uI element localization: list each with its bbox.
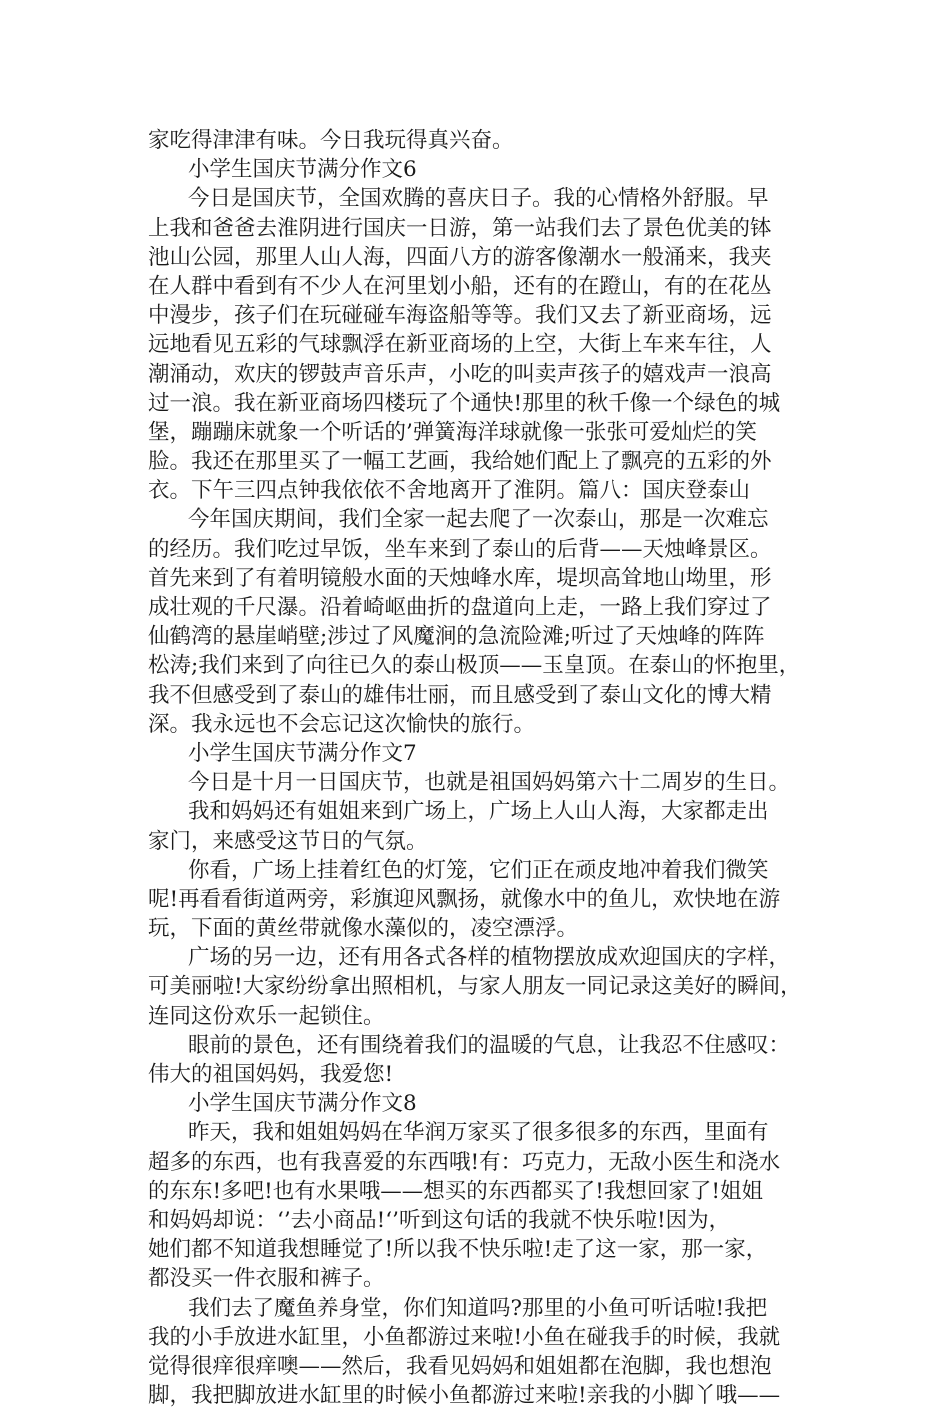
text-line: 堡，蹦蹦床就象一个听话的’弹簧海洋球就像一张张可爱灿烂的笑 [148,419,757,445]
text-line: 今日是国庆节，全国欢腾的喜庆日子。我的心情格外舒服。早 [188,186,769,212]
text-line: 伟大的祖国妈妈，我爱您! [148,1062,394,1087]
text-line: 你看，广场上挂着红色的灯笼，它们正在顽皮地冲着我们微笑 [188,857,769,883]
text-line: 中漫步，孩子们在玩碰碰车海盗船等等。我们又去了新亚商场，远 [148,303,772,329]
text-line: 松涛;我们来到了向往已久的泰山极顶——玉皇顶。在泰山的怀抱里， [148,653,801,679]
text-line: 连同这份欢乐一起锁住。 [148,1003,385,1029]
text-line: 觉得很痒很痒噢——然后，我看见妈妈和姐姐都在泡脚，我也想泡 [148,1353,772,1379]
text-line: 脚，我把脚放进水缸里的时候小鱼都游过来啦!亲我的小脚丫哦—— [148,1383,781,1409]
text-line: 远地看见五彩的气球飘浮在新亚商场的上空，大街上车来车往，人 [148,332,772,358]
text-line: 家吃得津津有味。今日我玩得真兴奋。 [148,128,514,153]
text-line: 小学生国庆节满分作文8 [188,1091,417,1117]
text-line: 玩，下面的黄丝带就像水藻似的，凌空漂浮。 [148,916,579,942]
text-line: 衣。下午三四点钟我依依不舍地离开了淮阴。篇八：国庆登泰山 [148,478,751,504]
text-line: 我不但感受到了泰山的雄伟壮丽，而且感受到了泰山文化的博大精 [148,682,772,708]
text-line: 我的小手放进水缸里，小鱼都游过来啦!小鱼在碰我手的时候，我就 [148,1324,781,1350]
text-line: 过一浪。我在新亚商场四楼玩了个通快!那里的秋千像一个绿色的城 [148,390,781,416]
text-line: 成壮观的千尺瀑。沿着崎岖曲折的盘道向上走，一路上我们穿过了 [148,595,772,620]
text-line: 和妈妈却说：‘’去小商品!‘’听到这句话的我就不快乐啦!因为， [148,1207,731,1233]
text-line: 可美丽啦!大家纷纷拿出照相机，与家人朋友一同记录这美好的瞬间， [148,974,802,1000]
text-line: 小学生国庆节满分作文7 [188,740,417,766]
text-line: 上我和爸爸去淮阴进行国庆一日游，第一站我们去了景色优美的钵 [148,215,772,241]
text-line: 今日是十月一日国庆节，也就是祖国妈妈第六十二周岁的生日。 [188,770,791,796]
text-line: 都没买一件衣服和裤子。 [148,1266,385,1292]
text-line: 的东东!多吧!也有水果哦——想买的东西都买了!我想回家了!姐姐 [148,1178,764,1204]
text-line: 广场的另一边，还有用各式各样的植物摆放成欢迎国庆的字样， [188,945,791,971]
text-line: 她们都不知道我想睡觉了!所以我不快乐啦!走了这一家，那一家， [148,1237,768,1263]
text-line: 的经历。我们吃过早饭，坐车来到了泰山的后背——天烛峰景区。 [148,536,772,562]
text-line: 超多的东西，也有我喜爱的东西哦!有：巧克力，无敌小医生和浇水 [148,1149,781,1175]
text-line: 昨天，我和姐姐妈妈在华润万家买了很多很多的东西，里面有 [188,1120,769,1146]
document-body [148,126,808,1410]
text-line: 深。我永远也不会忘记这次愉快的旅行。 [148,711,536,737]
text-line: 在人群中看到有不少人在河里划小船，还有的在蹬山，有的在花丛 [148,273,772,299]
text-line: 家门，来感受这节日的气氛。 [148,828,428,854]
text-line: 我们去了魔鱼养身堂，你们知道吗?那里的小鱼可听话啦!我把 [188,1295,768,1321]
text-line: 我和妈妈还有姐姐来到广场上，广场上人山人海，大家都走出 [188,799,769,825]
text-line: 脸。我还在那里买了一幅工艺画，我给她们配上了飘亮的五彩的外 [148,449,772,475]
text-line: 仙鹤湾的悬崖峭壁;涉过了风魔涧的急流险滩;听过了天烛峰的阵阵 [148,624,765,650]
text-line: 首先来到了有着明镜般水面的天烛峰水库，堤坝高耸地山坳里，形 [148,565,772,591]
text-line: 潮涌动，欢庆的锣鼓声音乐声，小吃的叫卖声孩子的嬉戏声一浪高 [148,361,772,387]
text-line: 呢!再看看街道两旁，彩旗迎风飘扬，就像水中的鱼儿，欢快地在游 [148,886,781,912]
text-line: 今年国庆期间，我们全家一起去爬了一次泰山，那是一次难忘 [188,507,769,533]
text-line: 池山公园，那里人山人海，四面八方的游客像潮水一般涌来，我夹 [148,244,772,270]
text-line: 小学生国庆节满分作文6 [188,157,417,183]
text-line: 眼前的景色，还有围绕着我们的温暖的气息，让我忍不住感叹： [188,1032,791,1058]
